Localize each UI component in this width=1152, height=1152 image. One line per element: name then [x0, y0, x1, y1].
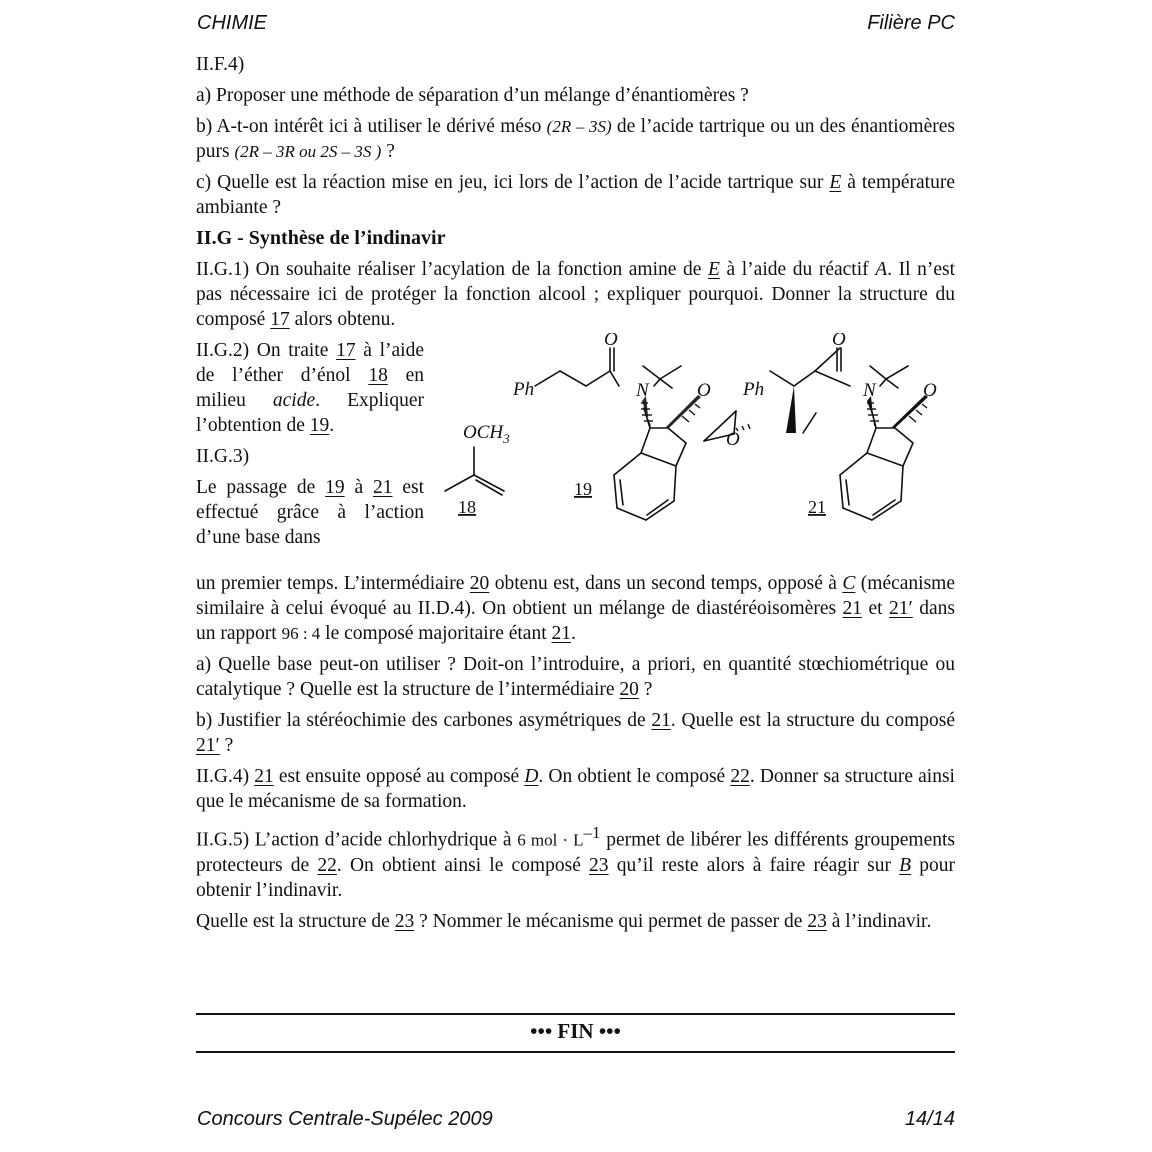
- o-top-label-19: O: [604, 333, 618, 350]
- header-track: Filière PC: [867, 12, 955, 34]
- question-g3-b: b) Justifier la stéréochimie des carbones asymétriques de 21. Quelle est la structure du composé 21′ ?: [196, 710, 955, 756]
- question-f4-a: a) Proposer une méthode de séparation d’un mélange d’énantiomères ?: [196, 85, 749, 106]
- n-label-21: N: [863, 380, 876, 401]
- left-column: [196, 338, 424, 550]
- question-g1: II.G.1) On souhaite réaliser l’acylation de la fonction amine de E à l’aide du réactif A. Il n’est pas nécessaire ici de protéger la fonction alcool ; expliquer pourquoi. Donner la structure du composé 17 alors obtenu.: [196, 259, 955, 330]
- question-g3-start: Le passage de 19 à 21 est effectué grâce à l’action d’une base dans: [196, 477, 424, 548]
- compound-label-18: 18: [458, 497, 476, 517]
- divider-top: [196, 1013, 955, 1015]
- question-f4-b: b) A-t-on intérêt ici à utiliser le dérivé méso (2R – 3S) de l’acide tartrique ou un des énantiomères purs (2R – 3R ou 2S – 3S ) ?: [196, 116, 955, 162]
- question-g2: II.G.2) On traite 17 à l’aide de l’éther d’énol 18 en milieu acide. Expliquer l’obtention de 19.: [196, 340, 425, 436]
- o-top-label-21: O: [832, 333, 846, 350]
- compound-label-19: 19: [574, 479, 592, 499]
- question-label-f4: II.F.4): [196, 54, 245, 75]
- o-ring-label-19: O: [697, 380, 711, 401]
- question-g3-a: a) Quelle base peut-on utiliser ? Doit-on l’introduire, a priori, en quantité stœchiométrique ou catalytique ? Quelle est la structure de l’intermédiaire 20 ?: [196, 654, 955, 700]
- end-marker: ••• FIN •••: [530, 1019, 621, 1043]
- o-epoxide-label-21: O: [726, 429, 740, 450]
- o-ring-label-21: O: [923, 380, 937, 401]
- question-f4-c: c) Quelle est la réaction mise en jeu, ici lors de l’action de l’acide tartrique sur E à température ambiante ?: [196, 172, 955, 218]
- och3-label-18: $OCH_3$: [463, 422, 510, 446]
- chemical-structures-figure: [438, 333, 958, 573]
- footer-exam: Concours Centrale-Supélec 2009: [197, 1108, 493, 1130]
- ph-label-19: Ph: [513, 379, 535, 400]
- page-body: [196, 52, 955, 940]
- question-g5: II.G.5) L’action d’acide chlorhydrique à 6 mol · $L^{-1}$ permet de libérer les différents groupements protecteurs de 22. On obtient ainsi le composé 23 qu’il reste alors à faire réagir sur B pour obtenir l’indinavir.: [196, 823, 955, 901]
- question-g4: II.G.4) 21 est ensuite opposé au composé D. On obtient le composé 22. Donner sa structure ainsi que le mécanisme de sa formation.: [196, 766, 955, 812]
- compound-label-21: 21: [808, 497, 826, 517]
- question-final: Quelle est la structure de 23 ? Nommer le mécanisme qui permet de passer de 23 à l’indinavir.: [196, 910, 932, 932]
- structures-block: [196, 333, 955, 571]
- n-label-19: N: [636, 380, 649, 401]
- header-subject: CHIMIE: [197, 12, 267, 34]
- footer-page-number: 14/14: [904, 1108, 955, 1130]
- section-title-g: II.G - Synthèse de l’indinavir: [196, 227, 446, 249]
- divider-bottom: [196, 1051, 955, 1053]
- ph-label-21: Ph: [743, 379, 765, 400]
- question-label-g3: II.G.3): [196, 446, 250, 467]
- question-g3-continued: un premier temps. L’intermédiaire 20 obtenu est, dans un second temps, opposé à C (mécanisme similaire à celui évoqué au II.D.4). On obtient un mélange de diastéréoisomères 21 et 21′ dans un rapport 96 : 4 le composé majoritaire étant 21.: [196, 573, 955, 644]
